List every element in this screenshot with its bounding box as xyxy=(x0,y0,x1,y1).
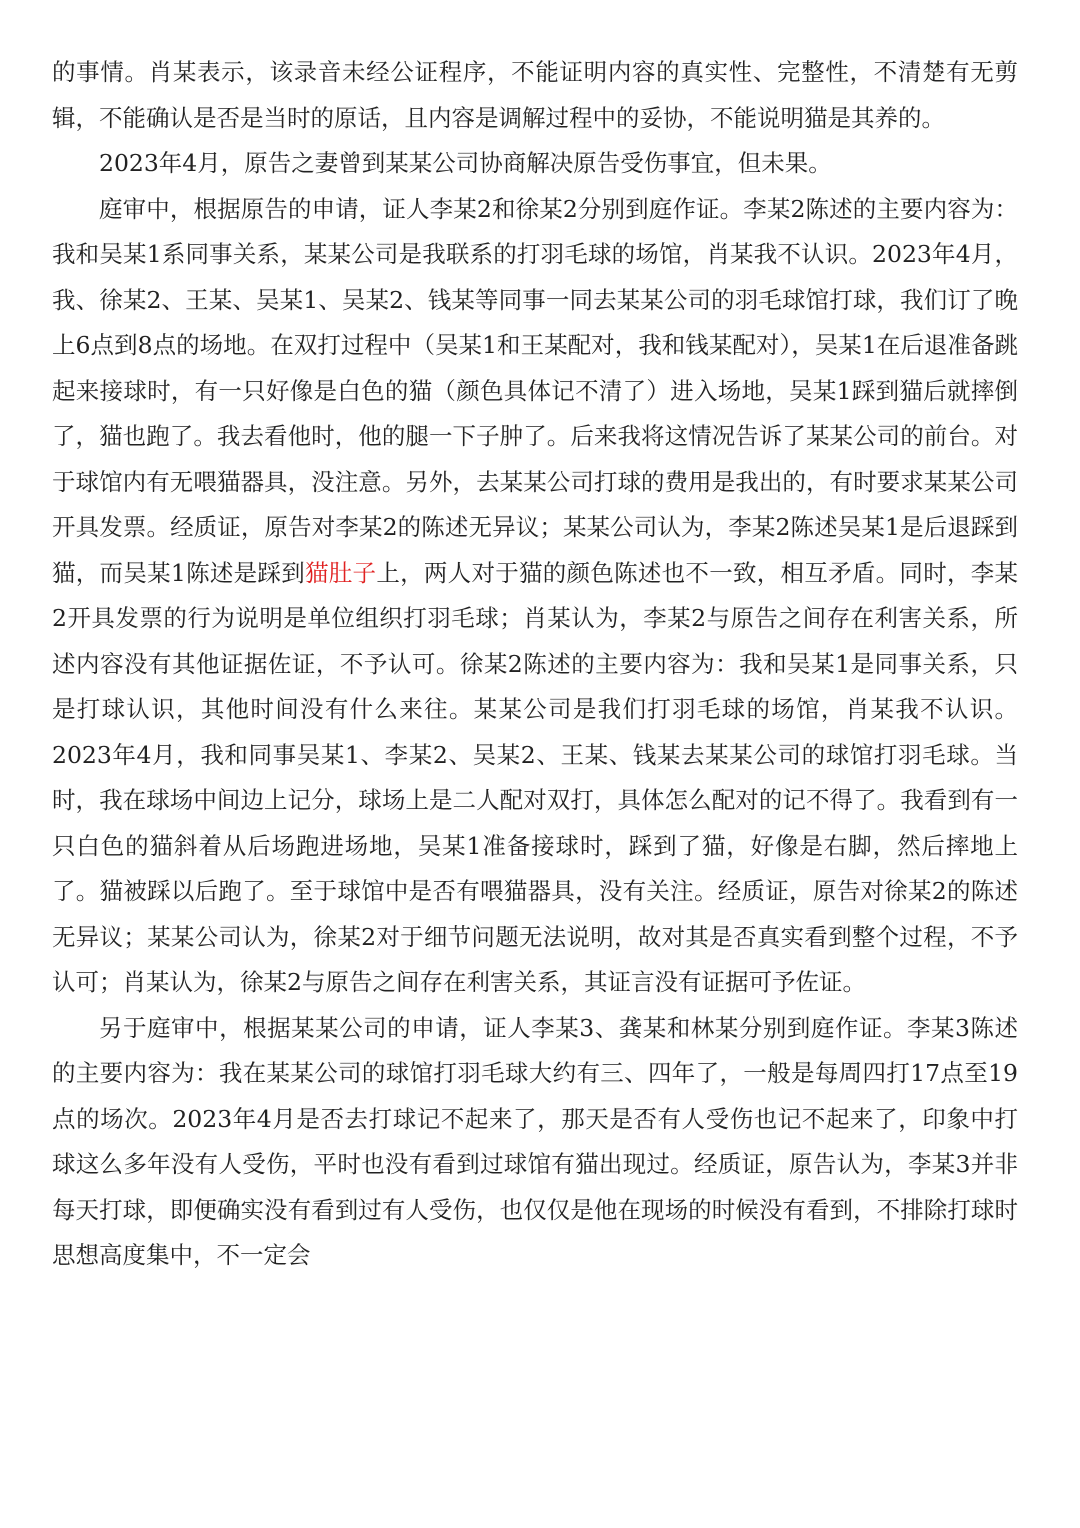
paragraph-1 xyxy=(52,50,1018,141)
paragraph-3-text-part-2: 上，两人对于猫的颜色陈述也不一致，相互矛盾。同时，李某2开具发票的行为说明是单位组织打羽毛球；肖某认为，李某2与原告之间存在利害关系，所述内容没有其他证据佐证，不予认可。徐某2陈述的主要内容为：我和吴某1是同事关系，只是打球认识，其他时间没有什么来往。某某公司是我们打羽毛球的场馆，肖某我不认识。2023年4月，我和同事吴某1、李某2、吴某2、王某、钱某去某某公司的球馆打羽毛球。当时，我在球场中间边上记分，球场上是二人配对双打，具体怎么配对的记不得了。我看到有一只白色的猫斜着从后场跑进场地，吴某1准备接球时，踩到了猫，好像是右脚，然后摔地上了。猫被踩以后跑了。至于球馆中是否有喂猫器具，没有关注。经质证，原告对徐某2的陈述无异议；某某公司认为，徐某2对于细节问题无法说明，故对其是否真实看到整个过程，不予认可；肖某认为，徐某2与原告之间存在利害关系，其证言没有证据可予佐证。 xyxy=(52,558,1019,996)
paragraph-3-text-part-1: 庭审中，根据原告的申请，证人李某2和徐某2分别到庭作证。李某2陈述的主要内容为：我和吴某1系同事关系，某某公司是我联系的打羽毛球的场馆，肖某我不认识。2023年4月，我、徐某2、王某、吴某1、吴某2、钱某等同事一同去某某公司的羽毛球馆打球，我们订了晚上6点到8点的场地。在双打过程中（吴某1和王某配对，我和钱某配对），吴某1在后退准备跳起来接球时，有一只好像是白色的猫（颜色具体记不清了）进入场地，吴某1踩到猫后就摔倒了，猫也跑了。我去看他时，他的腿一下子肿了。后来我将这情况告诉了某某公司的前台。对于球馆内有无喂猫器具，没注意。另外，去某某公司打球的费用是我出的，有时要求某某公司开具发票。经质证，原告对李某2的陈述无异议；某某公司认为，李某2陈述吴某1是后退踩到猫，而吴某1陈述是踩到 xyxy=(52,194,1018,587)
paragraph-2-text: 2023年4月，原告之妻曾到某某公司协商解决原告受伤事宜，但未果。 xyxy=(99,149,832,177)
paragraph-2 xyxy=(52,141,1018,187)
document-page xyxy=(52,50,1018,1279)
paragraph-4 xyxy=(52,1006,1018,1279)
paragraph-1-text: 的事情。肖某表示，该录音未经公证程序，不能证明内容的真实性、完整性，不清楚有无剪辑，不能确认是否是当时的原话，且内容是调解过程中的妥协，不能说明猫是其养的。 xyxy=(52,58,1018,132)
paragraph-4-text: 另于庭审中，根据某某公司的申请，证人李某3、龚某和林某分别到庭作证。李某3陈述的主要内容为：我在某某公司的球馆打羽毛球大约有三、四年了，一般是每周四打17点至19点的场次。2023年4月是否去打球记不起来了，那天是否有人受伤也记不起来了，印象中打球这么多年没有人受伤，平时也没有看到过球馆有猫出现过。经质证，原告认为，李某3并非每天打球，即便确实没有看到过有人受伤，也仅仅是他在现场的时候没有看到，不排除打球时思想高度集中，不一定会 xyxy=(52,1013,1018,1269)
highlighted-term: 猫肚子 xyxy=(305,558,377,587)
paragraph-3 xyxy=(52,187,1018,1006)
